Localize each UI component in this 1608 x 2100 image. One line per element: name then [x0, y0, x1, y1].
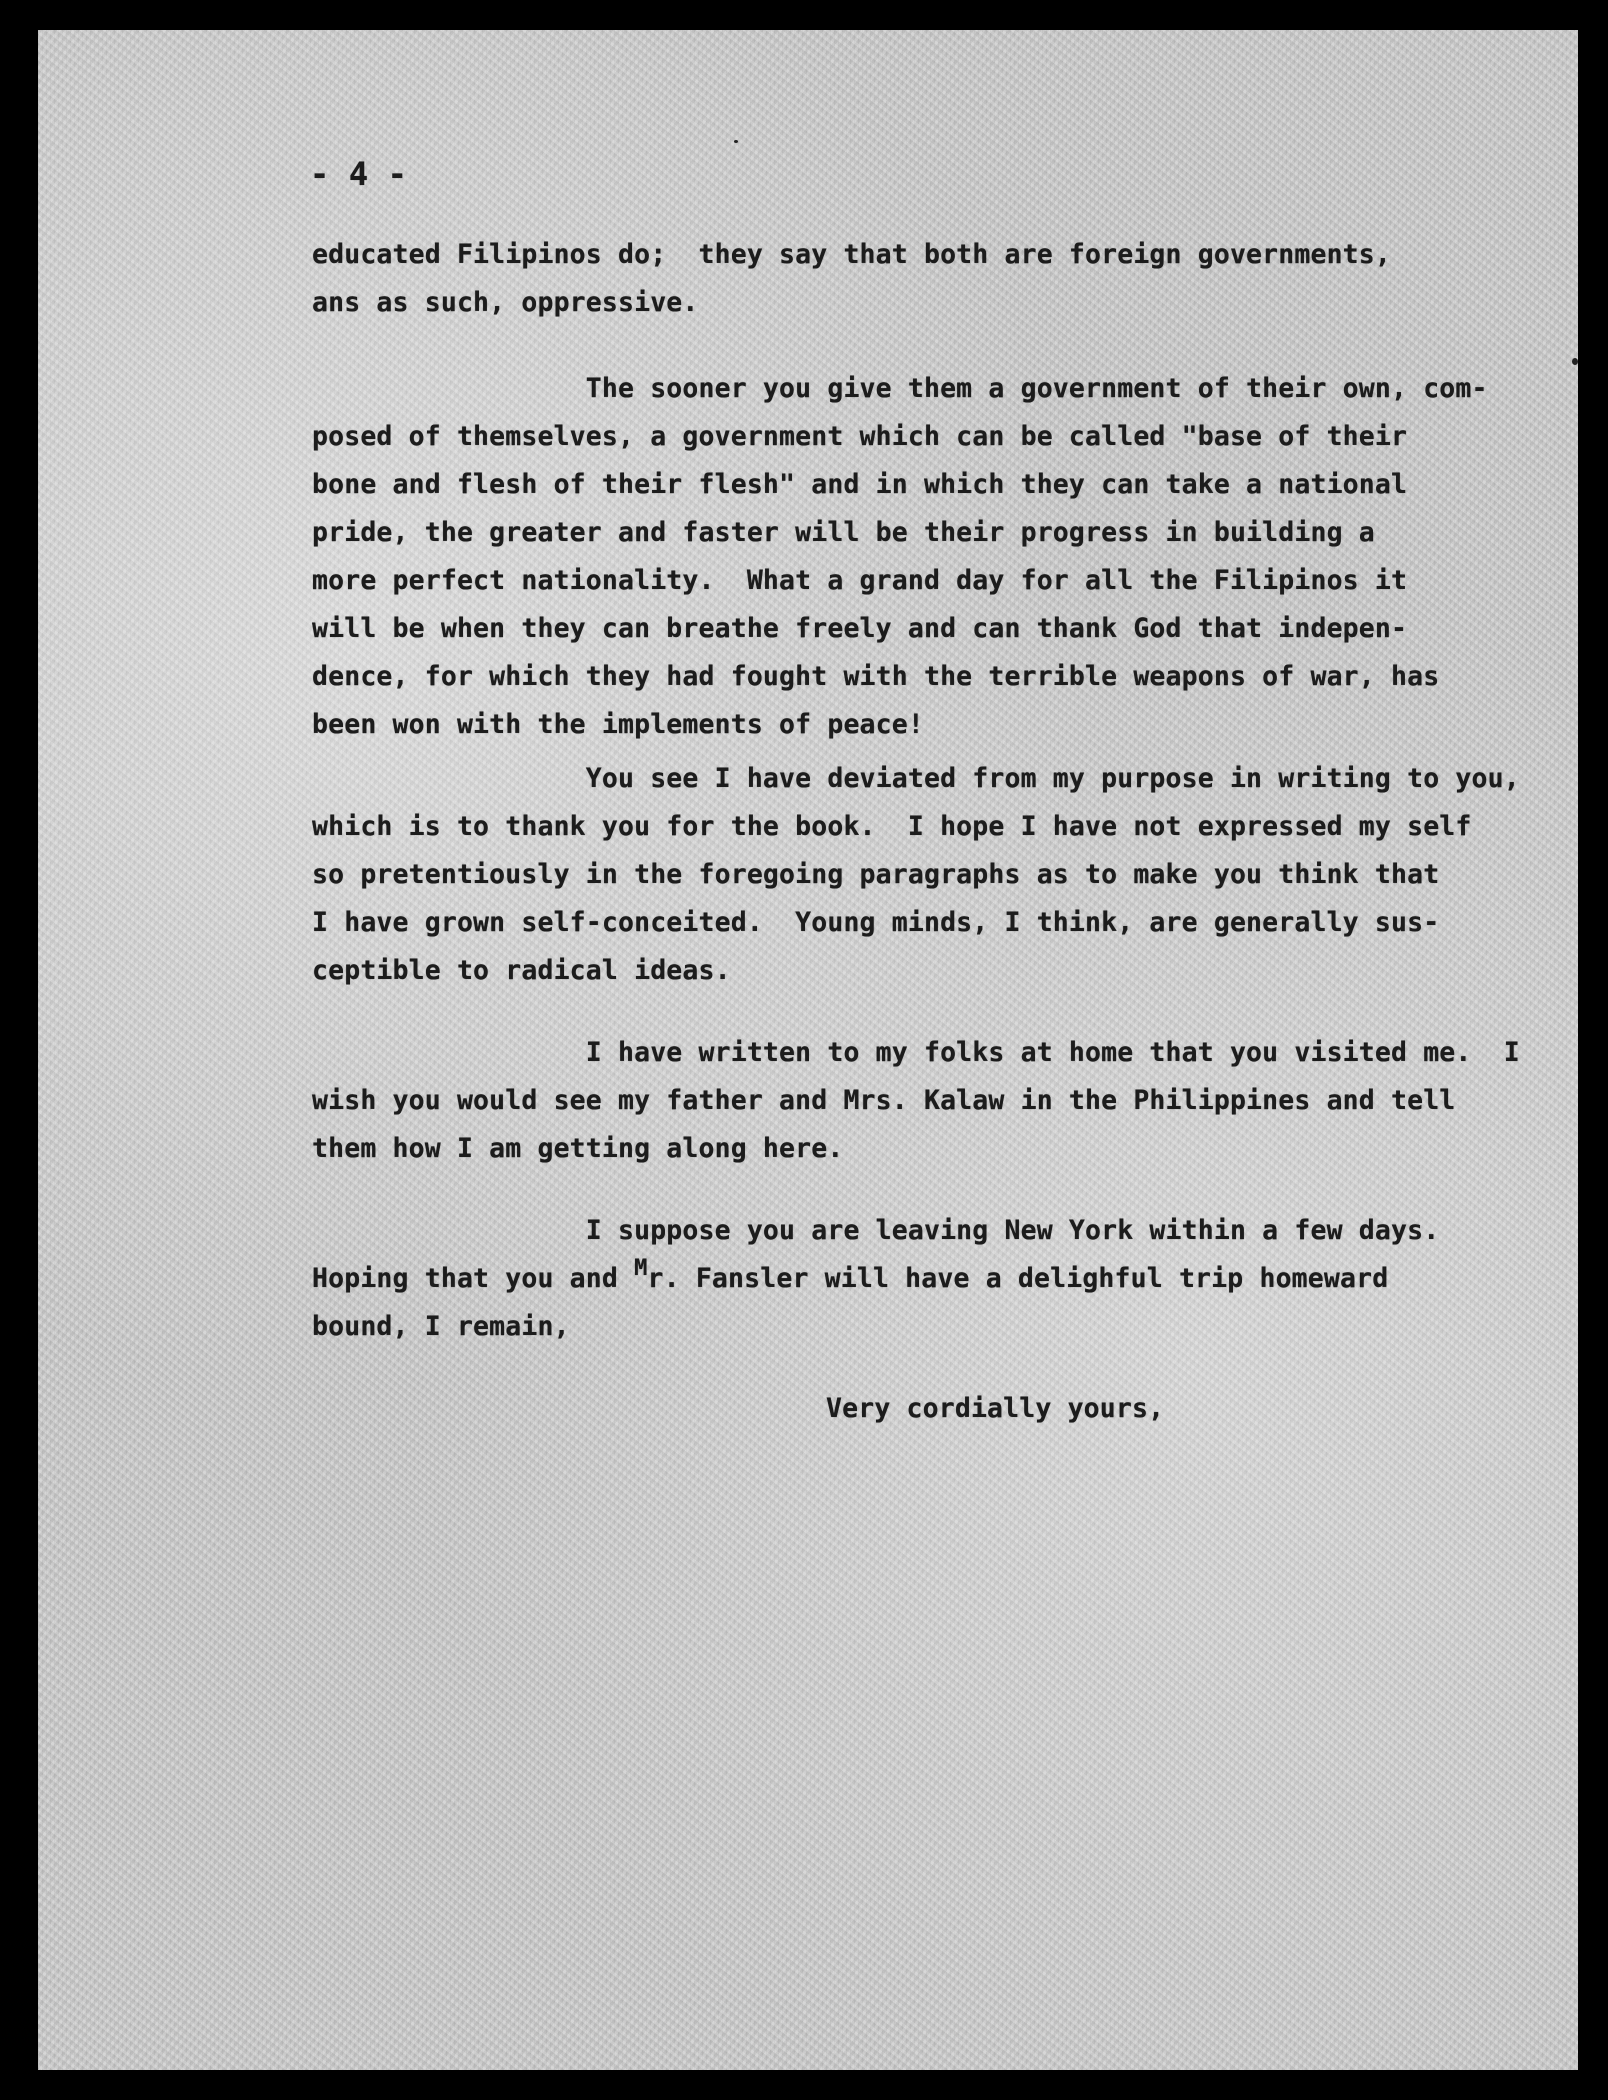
text-line: ans as such, oppressive. [312, 287, 699, 318]
superscript-m: M [634, 1256, 648, 1281]
text-line: I have grown self-conceited. Young minds, I think, are generally sus- [312, 907, 1440, 938]
hoping-line [312, 1256, 1389, 1294]
scan-speck [1572, 358, 1578, 365]
text-line: which is to thank you for the book. I hope I have not expressed my self [312, 811, 1472, 842]
text-line: will be when they can breathe freely and can thank God that indepen- [312, 613, 1408, 644]
text-line: You see I have deviated from my purpose in writing to you, [312, 763, 1520, 794]
text-line: wish you would see my father and Mrs. Kalaw in the Philippines and tell [312, 1085, 1456, 1116]
text-line: I suppose you are leaving New York within a few days. [312, 1215, 1440, 1246]
hoping-line-end: r. Fansler will have a delighful trip homeward [647, 1263, 1389, 1294]
closing: Very cordially yours, [826, 1393, 1165, 1424]
text-line: been won with the implements of peace! [312, 709, 924, 740]
text-line: educated Filipinos do; they say that both are foreign governments, [312, 239, 1391, 270]
text-line: pride, the greater and faster will be their progress in building a [312, 517, 1375, 548]
text-line: ceptible to radical ideas. [312, 955, 731, 986]
text-line: posed of themselves, a government which can be called "base of their [312, 421, 1408, 452]
text-line: dence, for which they had fought with the terrible weapons of war, has [312, 661, 1440, 692]
letter-page [38, 30, 1578, 2070]
hoping-line-start: Hoping that you and [312, 1263, 635, 1294]
text-line: I have written to my folks at home that you visited me. I [312, 1037, 1520, 1068]
text-line: so pretentiously in the foregoing paragraphs as to make you think that [312, 859, 1440, 890]
text-line: The sooner you give them a government of their own, com- [312, 373, 1488, 404]
scan-speck [734, 140, 738, 143]
text-line: bone and flesh of their flesh" and in which they can take a national [312, 469, 1408, 500]
text-line: more perfect nationality. What a grand day for all the Filipinos it [312, 565, 1408, 596]
page-number: - 4 - [310, 155, 408, 193]
text-line: bound, I remain, [312, 1311, 570, 1342]
text-line: them how I am getting along here. [312, 1133, 844, 1164]
